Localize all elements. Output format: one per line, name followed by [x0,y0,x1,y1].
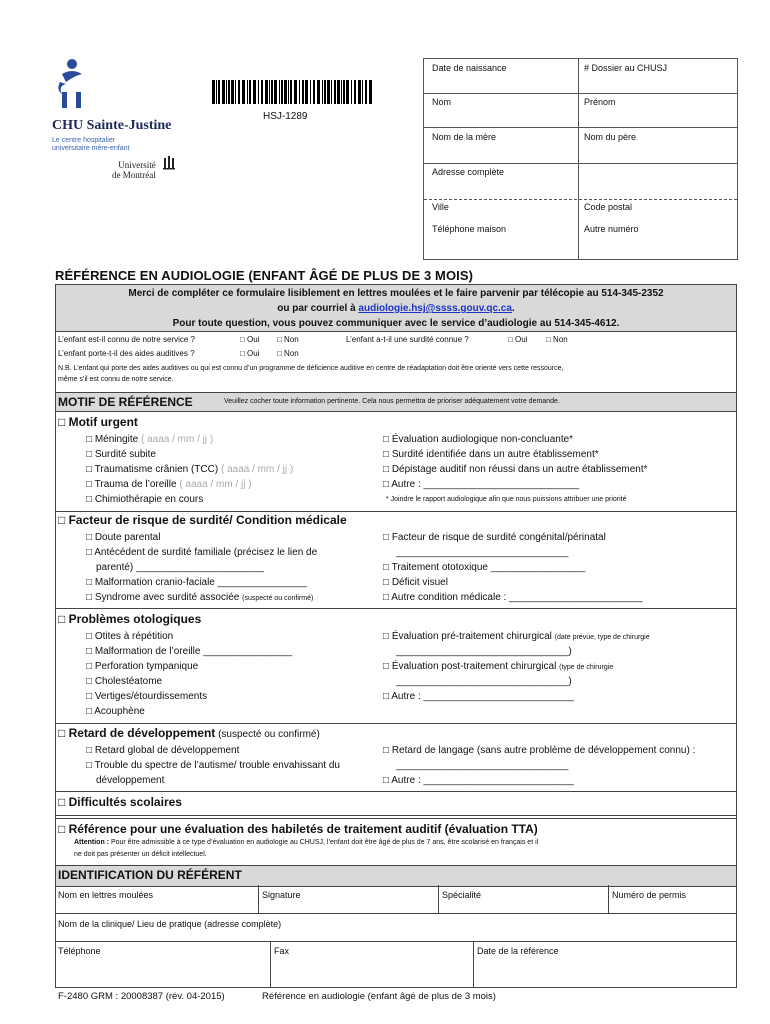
urgent-note: * Joindre le rapport audiologique afin que nous puissions attribuer une priorité [386,496,627,503]
retard-left-1[interactable]: □ Trouble du spectre de l’autisme/ trouble envahissant du [86,760,340,771]
question-aids: L’enfant porte-t-il des aides auditives ? [58,349,195,358]
tel-maison-field[interactable]: Téléphone maison [432,224,507,234]
retard-right-2[interactable]: □ Autre : ___________________________ [383,775,574,786]
udem-logo: Université de Montréal [112,160,156,180]
oto-left-4[interactable]: □ Vertiges/étourdissements [86,691,208,702]
oto-right-3[interactable]: _______________________________) [396,676,572,687]
adresse-field[interactable]: Adresse complète [432,167,505,177]
facteur-right-2[interactable]: □ Traitement ototoxique _________________ [383,562,586,573]
oto-right-0[interactable]: □ Évaluation pré-traitement chirurgical (date prévue, type de chirurgie [383,631,650,642]
urgent-right-1[interactable]: □ Surdité identifiée dans un autre établissement* [383,449,599,460]
chusj-logo-icon [52,56,92,112]
referent-permis-field[interactable]: Numéro de permis [612,890,687,900]
facteur-left-4[interactable]: □ Syndrome avec surdité associée (suspecté ou confirmé) [86,592,314,603]
patient-info-box [423,58,738,260]
referent-specialite-field[interactable]: Spécialité [442,890,482,900]
intro-line-1: Merci de compléter ce formulaire lisiblement en lettres moulées et le faire parvenir par télécopie au 514-345-2352 [128,288,664,299]
oto-left-3[interactable]: □ Cholestéatome [86,676,163,687]
nom-field[interactable]: Nom [432,97,452,107]
brand-subtitle: Le centre hospitalier universitaire mère-enfant [52,137,130,152]
birth-date-field[interactable]: Date de naissance [432,63,507,73]
footer-name: Référence en audiologie (enfant âgé de plus de 3 mois) [262,991,496,1002]
intro-line-3: Pour toute question, vous pouvez communiquer avec le service d’audiologie au 514-345-4612. [172,318,620,329]
udem-mark-icon [162,156,176,170]
tta-title[interactable]: □ Référence pour une évaluation des habiletés de traitement auditif (évaluation TTA) [58,822,538,836]
referent-date-field[interactable]: Date de la référence [477,946,559,956]
barcode-icon [212,80,374,104]
urgent-left-4[interactable]: □ Chimiothérapie en cours [86,494,204,505]
referent-title: IDENTIFICATION DU RÉFÉRENT [58,868,242,882]
urgent-left-1[interactable]: □ Surdité subite [86,449,156,460]
referent-nom-field[interactable]: Nom en lettres moulées [58,890,154,900]
code-postal-field[interactable]: Code postal [584,202,633,212]
oto-right-1[interactable]: _______________________________) [396,646,572,657]
q3-oui-checkbox[interactable]: □ Oui [240,349,260,358]
retard-left-2: développement [96,775,165,786]
retard-right-1[interactable]: _______________________________ [396,760,569,771]
q1-non-checkbox[interactable]: □ Non [277,335,299,344]
q1-oui-checkbox[interactable]: □ Oui [240,335,260,344]
oto-left-2[interactable]: □ Perforation tympanique [86,661,199,672]
intro-line-2: ou par courriel à audiologie.hsj@ssss.gouv.qc.ca. [277,303,515,314]
urgent-right-3[interactable]: □ Autre : ____________________________ [383,479,580,490]
facteur-left-1[interactable]: □ Antécédent de surdité familiale (précisez le lien de [86,547,318,558]
q3-non-checkbox[interactable]: □ Non [277,349,299,358]
oto-right-4[interactable]: □ Autre : ___________________________ [383,691,574,702]
pere-field[interactable]: Nom du père [584,132,637,142]
oto-title[interactable]: □ Problèmes otologiques [58,612,202,626]
retard-title[interactable]: □ Retard de développement (suspecté ou confirmé) [58,726,320,740]
oto-left-5[interactable]: □ Acouphène [86,706,145,717]
brand-name: CHU Sainte-Justine [52,118,172,133]
q2-oui-checkbox[interactable]: □ Oui [508,335,528,344]
tta-attention-1: Attention : Pour être admissible à ce type d’évaluation en audiologie au CHUSJ, l’enfant doit être âgé de plus de 7 ans, être scolarisé en français et il [74,839,539,846]
retard-left-0[interactable]: □ Retard global de développement [86,745,240,756]
ville-field[interactable]: Ville [432,202,449,212]
prenom-field[interactable]: Prénom [584,97,616,107]
question-deafness: L’enfant a-t-il une surdité connue ? [346,335,469,344]
urgent-right-2[interactable]: □ Dépistage auditif non réussi dans un autre établissement* [383,464,648,475]
page-title: RÉFÉRENCE EN AUDIOLOGIE (ENFANT ÂGÉ DE PLUS DE 3 MOIS) [55,268,474,283]
question-known: L’enfant est-il connu de notre service ? [58,335,195,344]
facteur-left-3[interactable]: □ Malformation cranio-faciale ________________ [86,577,307,588]
urgent-right-0[interactable]: □ Évaluation audiologique non-concluante* [383,434,574,445]
motif-title: MOTIF DE RÉFÉRENCE [58,395,193,409]
oto-left-0[interactable]: □ Otites à répétition [86,631,174,642]
urgent-left-2[interactable]: □ Traumatisme crânien (TCC) ( aaaa / mm / jj ) [86,464,294,475]
facteur-right-0[interactable]: □ Facteur de risque de surdité congénital/périnatal [383,532,606,543]
nb-line-1: N.B. L’enfant qui porte des aides auditives ou qui est connu d’un programme de déficience auditive en centre de réadaptation doit être orienté vers cette ressource, [58,365,564,372]
tta-attention-2: ne doit pas présenter un déficit intellectuel. [74,851,207,858]
referent-clinique-field[interactable]: Nom de la clinique/ Lieu de pratique (adresse complète) [58,919,282,929]
facteur-left-0[interactable]: □ Doute parental [86,532,161,543]
mere-field[interactable]: Nom de la mère [432,132,497,142]
autre-numero-field[interactable]: Autre numéro [584,224,639,234]
urgent-left-0[interactable]: □ Méningite ( aaaa / mm / jj ) [86,434,214,445]
nb-line-2: même s’il est connu de notre service. [58,376,174,383]
email-link[interactable]: audiologie.hsj@ssss.gouv.qc.ca [358,303,512,314]
facteur-title[interactable]: □ Facteur de risque de surdité/ Condition médicale [58,513,347,527]
referent-fax-field[interactable]: Fax [274,946,290,956]
difficultes-title[interactable]: □ Difficultés scolaires [58,795,182,809]
retard-right-0[interactable]: □ Retard de langage (sans autre problème de développement connu) : [383,745,696,756]
oto-left-1[interactable]: □ Malformation de l’oreille ________________ [86,646,293,657]
facteur-right-1[interactable]: _______________________________ [396,547,569,558]
facteur-right-4[interactable]: □ Autre condition médicale : ________________________ [383,592,643,603]
q2-non-checkbox[interactable]: □ Non [546,335,568,344]
urgent-left-3[interactable]: □ Trauma de l’oreille ( aaaa / mm / jj ) [86,479,252,490]
motif-note: Veuillez cocher toute information pertinente. Cela nous permettra de prioriser adéquatement votre demande. [224,398,560,405]
referent-telephone-field[interactable]: Téléphone [58,946,101,956]
footer-code: F-2480 GRM : 20008387 (rév. 04-2015) [58,991,225,1002]
form-frame [55,284,737,988]
dossier-field[interactable]: # Dossier au CHUSJ [584,63,668,73]
urgent-title[interactable]: □ Motif urgent [58,415,138,429]
form-code: HSJ-1289 [263,111,308,122]
facteur-right-3[interactable]: □ Déficit visuel [383,577,448,588]
referent-signature-field[interactable]: Signature [262,890,301,900]
facteur-left-2[interactable]: parenté) _______________________ [96,562,264,573]
oto-right-2[interactable]: □ Évaluation post-traitement chirurgical (type de chirurgie [383,661,614,672]
